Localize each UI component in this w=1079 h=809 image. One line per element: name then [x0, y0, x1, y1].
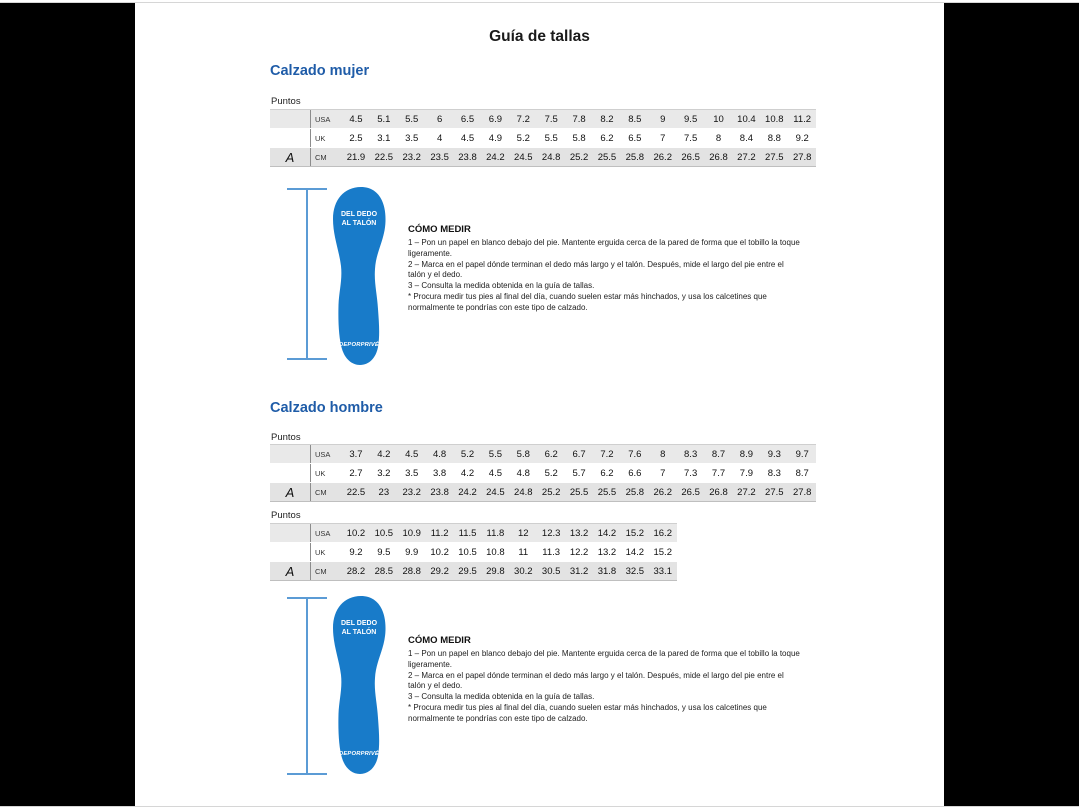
size-value: 4.9 — [488, 132, 502, 144]
size-value: 23.2 — [402, 151, 421, 163]
size-value: 4.5 — [349, 113, 363, 125]
size-value: 31.8 — [597, 565, 617, 577]
size-value: 3.1 — [377, 132, 391, 144]
measure-line-stem — [306, 599, 308, 773]
size-value: 9.3 — [767, 448, 781, 460]
size-value: 27.5 — [765, 151, 784, 163]
size-value: 8.5 — [628, 113, 642, 125]
size-value: 6.6 — [628, 467, 642, 479]
unit-label: UK — [310, 543, 342, 561]
size-row-uk — [270, 464, 816, 482]
size-value: 6.9 — [488, 113, 502, 125]
size-row-cm — [270, 148, 816, 166]
size-value: 3.5 — [405, 467, 419, 479]
size-value: 29.5 — [458, 565, 477, 577]
size-value: 10 — [713, 113, 724, 125]
row-group-label — [270, 524, 310, 542]
row-group-label — [270, 110, 310, 128]
size-value: 5.1 — [377, 113, 391, 125]
size-value: 3.5 — [405, 132, 419, 144]
size-value: 30.2 — [514, 565, 533, 577]
size-value: 7.5 — [684, 132, 698, 144]
size-value: 9.9 — [405, 546, 419, 558]
how-to-step-note: * Procura medir tus pies al final del día, cuando suelen estar más hinchados, y usa los calcetines que normalmente te pondrías con este tipo de calzado. — [408, 702, 767, 723]
size-value: 22.5 — [374, 151, 394, 163]
foot-direction-label — [328, 210, 390, 228]
size-value: 29.2 — [430, 565, 449, 577]
footprint-diagram-men — [328, 595, 390, 775]
size-value: 5.5 — [405, 113, 419, 125]
size-value: 12.3 — [541, 527, 561, 539]
row-group-label — [270, 464, 310, 482]
foot-direction-label — [328, 619, 390, 637]
size-value: 9 — [660, 113, 666, 125]
how-to-step-3: 3 – Consulta la medida obtenida en la guía de tallas. — [408, 692, 595, 702]
size-value: 24.8 — [541, 151, 561, 163]
size-value: 7.7 — [711, 467, 726, 479]
size-value: 27.8 — [792, 486, 812, 498]
size-value: 4.5 — [405, 448, 419, 460]
size-value: 14.2 — [625, 546, 645, 558]
size-value: 30.5 — [541, 565, 561, 577]
size-value: 26.5 — [681, 151, 700, 163]
measure-line-bottom-cap — [287, 773, 327, 775]
size-value: 6.2 — [544, 448, 558, 460]
how-to-step-3: 3 – Consulta la medida obtenida en la guía de tallas. — [408, 281, 595, 291]
size-row-uk — [270, 129, 816, 147]
size-value: 3.8 — [433, 467, 447, 479]
how-to-measure-heading: CÓMO MEDIR — [408, 224, 471, 235]
size-value: 5.2 — [460, 448, 475, 460]
size-value: 5.2 — [544, 467, 558, 479]
unit-label: UK — [310, 129, 342, 147]
size-value: 25.8 — [625, 151, 645, 163]
size-value: 28.5 — [374, 565, 394, 577]
size-value: 23.8 — [458, 151, 477, 163]
row-group-label: A — [285, 149, 295, 165]
size-value: 3.7 — [349, 448, 363, 460]
size-value: 5.5 — [544, 132, 558, 144]
size-value: 24.5 — [514, 151, 533, 163]
size-value: 8.9 — [739, 448, 754, 460]
size-value: 5.5 — [488, 448, 502, 460]
size-value: 24.8 — [514, 486, 533, 498]
size-value: 2.7 — [349, 467, 363, 479]
size-value: 8.3 — [767, 467, 781, 479]
size-value: 33.1 — [653, 565, 672, 577]
size-value: 10.8 — [486, 546, 505, 558]
size-value: 13.2 — [569, 527, 589, 539]
points-label-men-1: Puntos — [271, 432, 301, 443]
size-value: 11.8 — [486, 527, 505, 539]
brand-logo-text: DEPORPRIVÉ — [338, 342, 379, 348]
size-value: 4 — [436, 132, 443, 144]
size-value: 10.5 — [374, 527, 394, 539]
size-value: 5.2 — [516, 132, 530, 144]
size-value: 5.8 — [572, 132, 586, 144]
size-value: 27.8 — [792, 151, 812, 163]
size-value: 9.2 — [795, 132, 809, 144]
size-guide-content — [135, 3, 944, 806]
size-value: 7.5 — [544, 113, 558, 125]
size-value: 4.2 — [377, 448, 391, 460]
row-group-label: A — [285, 563, 295, 579]
size-value: 8 — [660, 448, 666, 460]
size-value: 8 — [715, 132, 722, 144]
how-to-step-1: 1 – Pon un papel en blanco debajo del pie. Mantente erguida cerca de la pared de forma que el tobillo la toque ligeramente. — [408, 238, 800, 258]
size-value: 4.5 — [488, 467, 502, 479]
how-to-measure-men — [408, 635, 800, 725]
foot-direction-label-line2: AL TALÓN — [341, 629, 377, 636]
size-value: 6.2 — [600, 132, 614, 144]
row-group-label — [270, 543, 310, 561]
section-heading-women: Calzado mujer — [270, 63, 370, 79]
size-value: 25.8 — [625, 486, 645, 498]
size-value: 24.5 — [486, 486, 505, 498]
size-value: 12.2 — [569, 546, 589, 558]
size-value: 7.2 — [600, 448, 614, 460]
size-value: 6.2 — [600, 467, 614, 479]
size-value: 8.8 — [767, 132, 781, 144]
brand-logo-text: DEPORPRIVÉ — [338, 751, 379, 757]
unit-label: USA — [310, 524, 342, 542]
size-value: 25.5 — [597, 486, 617, 498]
heel-to-toe-measure-line-men — [287, 597, 327, 775]
size-value: 23.5 — [430, 151, 449, 163]
foot-direction-label-line1: DEL DEDO — [340, 620, 378, 627]
size-value: 7.2 — [516, 113, 530, 125]
size-value: 11.2 — [793, 113, 812, 125]
size-value: 6.7 — [572, 448, 586, 460]
size-value: 15.2 — [653, 546, 672, 558]
size-value: 24.2 — [486, 151, 505, 163]
size-value: 11 — [518, 546, 529, 558]
how-to-measure-women — [408, 224, 800, 314]
size-value: 25.2 — [541, 486, 561, 498]
size-table-women — [270, 109, 816, 167]
unit-label: CM — [310, 148, 342, 166]
size-value: 27.2 — [737, 151, 756, 163]
size-value: 7 — [660, 467, 666, 479]
size-value: 7.3 — [684, 467, 698, 479]
size-value: 23.2 — [402, 486, 421, 498]
foot-direction-label-line2: AL TALÓN — [341, 220, 377, 227]
row-group-label — [270, 129, 310, 147]
size-table-men-large — [270, 523, 677, 581]
size-value: 8.7 — [795, 467, 809, 479]
size-row-uk — [270, 543, 677, 561]
how-to-step-note: * Procura medir tus pies al final del día, cuando suelen estar más hinchados, y usa los calcetines que normalmente te pondrías con este tipo de calzado. — [408, 291, 767, 312]
size-value: 4.8 — [433, 448, 447, 460]
size-value: 6 — [436, 113, 443, 125]
size-value: 10.5 — [458, 546, 477, 558]
size-value: 4.2 — [460, 467, 475, 479]
unit-label: CM — [310, 483, 342, 501]
size-value: 10.2 — [346, 527, 366, 539]
size-value: 6.5 — [628, 132, 642, 144]
size-value: 4.8 — [516, 467, 530, 479]
size-row-cm — [270, 483, 816, 501]
size-value: 13.2 — [597, 546, 617, 558]
size-row-usa — [270, 524, 677, 542]
size-value: 14.2 — [597, 527, 617, 539]
size-value: 10.4 — [737, 113, 756, 125]
size-value: 9.5 — [684, 113, 698, 125]
unit-label: USA — [310, 445, 342, 463]
size-value: 21.9 — [346, 151, 366, 163]
size-value: 23.8 — [430, 486, 449, 498]
size-value: 11.3 — [542, 546, 561, 558]
size-value: 6.5 — [460, 113, 475, 125]
how-to-step-2: 2 – Marca en el papel dónde terminan el dedo más largo y el talón. Después, mide el largo del pie entre el talón y el dedo. — [408, 259, 784, 280]
size-value: 26.8 — [709, 151, 728, 163]
size-value: 7.8 — [572, 113, 586, 125]
size-value: 26.5 — [681, 486, 700, 498]
size-row-usa — [270, 110, 816, 128]
size-row-usa — [270, 445, 816, 463]
size-value: 9.5 — [377, 546, 391, 558]
size-value: 22.5 — [346, 486, 366, 498]
heel-to-toe-measure-line — [287, 188, 327, 360]
size-value: 7.9 — [739, 467, 754, 479]
size-value: 29.8 — [486, 565, 505, 577]
how-to-measure-heading: CÓMO MEDIR — [408, 635, 471, 646]
size-value: 26.2 — [653, 151, 672, 163]
size-value: 25.5 — [569, 486, 589, 498]
size-value: 8.3 — [684, 448, 698, 460]
size-value: 31.2 — [569, 565, 589, 577]
size-value: 8.4 — [739, 132, 754, 144]
size-value: 3.2 — [377, 467, 391, 479]
size-value: 24.2 — [458, 486, 477, 498]
size-value: 28.2 — [346, 565, 366, 577]
points-label-men-2: Puntos — [271, 510, 301, 521]
measure-line-bottom-cap — [287, 358, 327, 360]
points-label-women: Puntos — [271, 96, 301, 107]
row-group-label: A — [285, 484, 295, 500]
how-to-step-1: 1 – Pon un papel en blanco debajo del pie. Mantente erguida cerca de la pared de forma que el tobillo la toque ligeramente. — [408, 649, 800, 669]
size-value: 8.2 — [600, 113, 614, 125]
size-value: 11.2 — [430, 527, 449, 539]
right-letterbox-bar — [944, 3, 1079, 806]
size-table-men-small — [270, 444, 816, 502]
size-value: 26.2 — [653, 486, 672, 498]
unit-label: CM — [310, 562, 342, 580]
how-to-step-2: 2 – Marca en el papel dónde terminan el dedo más largo y el talón. Después, mide el largo del pie entre el talón y el dedo. — [408, 670, 784, 691]
size-value: 25.5 — [597, 151, 617, 163]
size-value: 9.7 — [795, 448, 809, 460]
page-title: Guía de tallas — [489, 28, 590, 45]
foot-direction-label-line1: DEL DEDO — [340, 211, 378, 218]
size-value: 10.8 — [765, 113, 784, 125]
measure-line-stem — [306, 190, 308, 358]
size-value: 10.2 — [430, 546, 449, 558]
section-heading-men: Calzado hombre — [270, 400, 383, 416]
size-value: 8.7 — [711, 448, 726, 460]
size-value: 5.7 — [572, 467, 586, 479]
size-value: 32.5 — [625, 565, 645, 577]
size-value: 7 — [660, 132, 666, 144]
size-value: 28.8 — [402, 565, 421, 577]
size-value: 2.5 — [349, 132, 363, 144]
size-value: 23 — [378, 486, 390, 498]
size-value: 4.5 — [460, 132, 475, 144]
size-value: 9.2 — [349, 546, 363, 558]
unit-label: UK — [310, 464, 342, 482]
size-value: 26.8 — [709, 486, 728, 498]
size-value: 16.2 — [653, 527, 672, 539]
size-value: 7.6 — [628, 448, 642, 460]
size-value: 12 — [518, 527, 529, 539]
unit-label: USA — [310, 110, 342, 128]
size-value: 5.8 — [516, 448, 530, 460]
footprint-diagram-women — [328, 186, 390, 366]
size-value: 10.9 — [402, 527, 421, 539]
size-value: 27.2 — [737, 486, 756, 498]
bottom-border-line — [0, 806, 1079, 807]
size-value: 15.2 — [625, 527, 645, 539]
left-letterbox-bar — [0, 3, 135, 806]
size-value: 25.2 — [569, 151, 589, 163]
size-value: 11.5 — [458, 527, 477, 539]
size-value: 27.5 — [765, 486, 784, 498]
row-group-label — [270, 445, 310, 463]
size-row-cm — [270, 562, 677, 580]
